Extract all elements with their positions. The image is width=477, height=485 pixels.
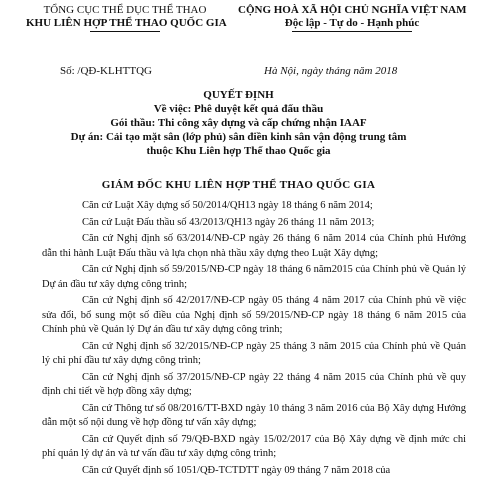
legal-basis-paragraph: Căn cứ Nghị định số 63/2014/NĐ-CP ngày 26 tháng 6 năm 2014 của Chính phủ Hướng dẫn thi hành Luật Đấu thầu và lựa chọn nhà thầu xây dựng theo Luật Xây dựng;	[42, 233, 466, 259]
legal-basis-paragraph: Căn cứ Nghị định số 59/2015/NĐ-CP ngày 18 tháng 6 năm2015 của Chính phủ về Quản lý Dự án đầu tư xây dựng công trình;	[42, 264, 466, 290]
parent-agency-name: TỔNG CỤC THỂ DỤC THỂ THAO	[43, 4, 207, 16]
legal-basis-paragraph: Căn cứ Quyết định số 1051/QĐ-TCTDTT ngày 09 tháng 7 năm 2018 của	[82, 464, 391, 476]
legal-basis-paragraph: Căn cứ Nghị định số 42/2017/NĐ-CP ngày 05 tháng 4 năm 2017 của Chính phủ về việc sửa đổi, bổ sung một số điều của Nghị định số 59/2015/NĐ-CP ngày 18 tháng 6 năm 2015 của Chính phủ về Quản lý Dự án đầu tư xây dựng công trình;	[42, 295, 466, 335]
agency-underline	[90, 31, 160, 32]
legal-basis-paragraph: Căn cứ Luật Đấu thầu số 43/2013/QH13 ngày 26 tháng 11 năm 2013;	[82, 216, 375, 228]
project-name-line2: thuộc Khu Liên hợp Thể thao Quốc gia	[146, 145, 331, 157]
document-number: Số: /QĐ-KLHTTQG	[60, 65, 152, 77]
legal-basis-paragraph: Căn cứ Quyết định số 79/QĐ-BXD ngày 15/02/2017 của Bộ Xây dựng về định mức chi phí quản lý dự án và tư vấn đầu tư xây dựng công trình;	[42, 433, 466, 459]
decision-subject: Về việc: Phê duyệt kết quả đấu thầu	[153, 103, 324, 115]
bid-package: Gói thầu: Thi công xây dựng và cấp chứng nhận IAAF	[110, 117, 367, 129]
signer-title: GIÁM ĐỐC KHU LIÊN HỢP THỂ THAO QUỐC GIA	[101, 179, 376, 191]
national-header-block	[238, 4, 466, 32]
project-name-line1: Dự án: Cải tạo mặt sân (lớp phủ) sân điền kinh sân vận động trung tâm	[70, 131, 407, 143]
legal-basis-paragraph: Căn cứ Nghị định số 37/2015/NĐ-CP ngày 22 tháng 4 năm 2015 của Chính phủ về quy định chi tiết về hợp đồng xây dựng;	[42, 371, 466, 397]
agency-name: KHU LIÊN HỢP THỂ THAO QUỐC GIA	[26, 17, 227, 29]
decision-heading: QUYẾT ĐỊNH	[203, 89, 274, 101]
document-date: Hà Nội, ngày tháng năm 2018	[264, 65, 398, 77]
legal-basis-paragraph: Căn cứ Luật Xây dựng số 50/2014/QH13 ngày 18 tháng 6 năm 2014;	[82, 200, 373, 211]
legal-basis-paragraph: Căn cứ Nghị định số 32/2015/NĐ-CP ngày 25 tháng 3 năm 2015 của Chính phủ về Quản lý chi phí đầu tư xây dựng công trình;	[42, 340, 466, 366]
issuing-agency-block	[26, 4, 227, 32]
national-motto: Độc lập - Tự do - Hạnh phúc	[284, 17, 420, 29]
legal-basis-paragraph: Căn cứ Thông tư số 08/2016/TT-BXD ngày 10 tháng 3 năm 2016 của Bộ Xây dựng Hướng dẫn một số nội dung về hợp đồng tư vấn xây dựng;	[42, 402, 466, 428]
national-title: CỘNG HOÀ XÃ HỘI CHỦ NGHĨA VIỆT NAM	[238, 4, 467, 16]
legal-basis-list	[42, 199, 466, 480]
motto-underline	[292, 31, 412, 32]
